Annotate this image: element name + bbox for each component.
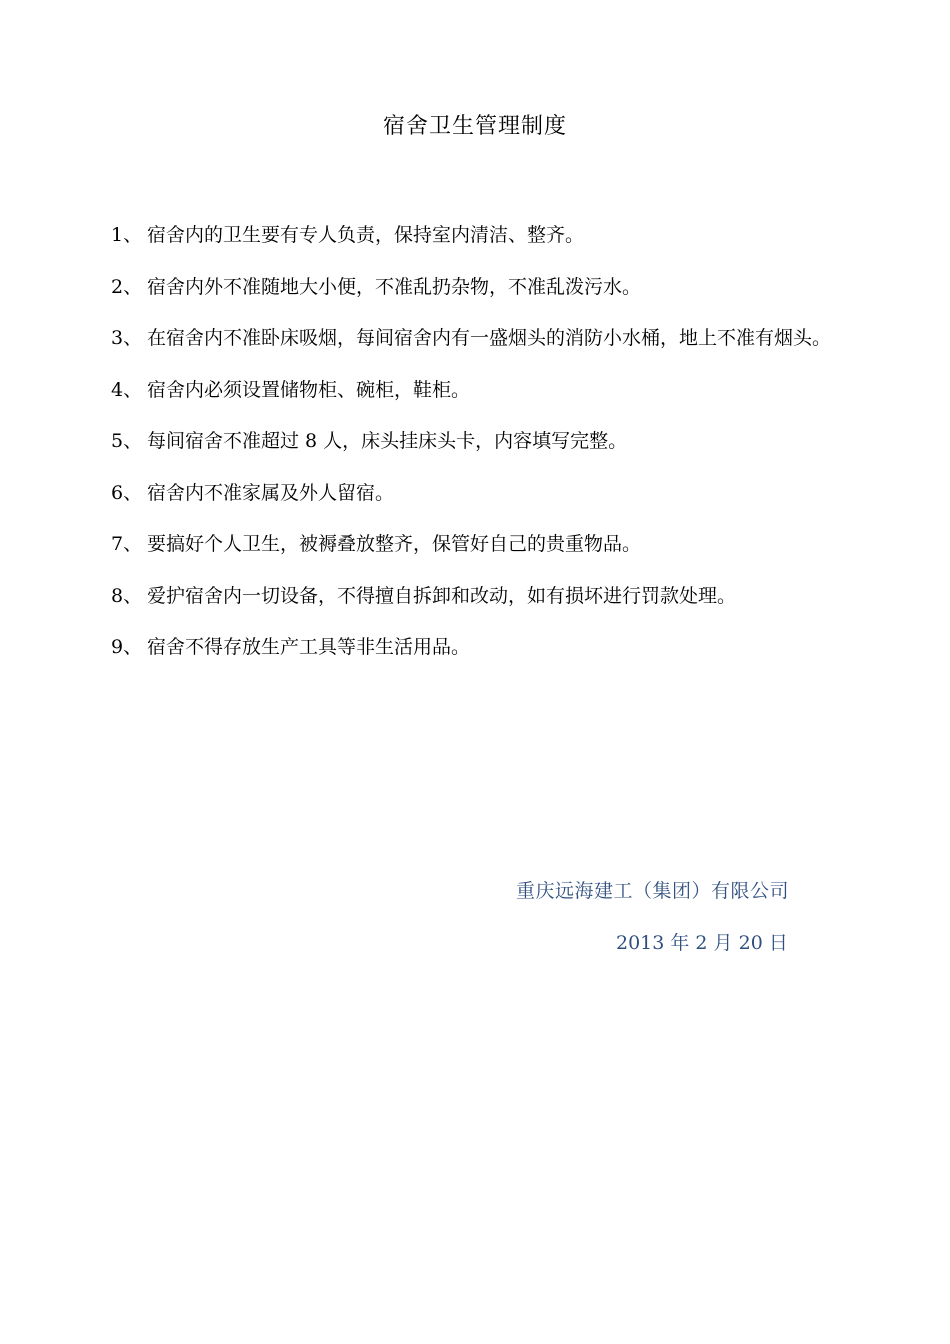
rules-list bbox=[111, 210, 851, 674]
rule-text: 宿舍不得存放生产工具等非生活用品。 bbox=[147, 636, 471, 658]
rule-item bbox=[111, 622, 851, 674]
rule-item bbox=[111, 571, 851, 623]
rule-text: 爱护宿舍内一切设备，不得擅自拆卸和改动，如有损坏进行罚款处理。 bbox=[147, 584, 737, 607]
company-signature: 重庆远海建工（集团）有限公司 bbox=[516, 880, 790, 902]
rule-item bbox=[111, 416, 851, 468]
rule-number: 6、 bbox=[111, 481, 143, 504]
rule-text: 要搞好个人卫生，被褥叠放整齐，保管好自己的贵重物品。 bbox=[147, 533, 642, 555]
rule-number: 7、 bbox=[111, 533, 143, 555]
rule-number: 9、 bbox=[111, 636, 143, 658]
rule-text: 在宿舍内不准卧床吸烟，每间宿舍内有一盛烟头的消防小水桶，地上不准有烟头。 bbox=[147, 327, 832, 349]
rule-item bbox=[111, 210, 851, 262]
rule-text: 宿舍内外不准随地大小便，不准乱扔杂物，不准乱泼污水。 bbox=[147, 275, 642, 298]
rule-number: 3、 bbox=[111, 327, 143, 349]
page-title: 宿舍卫生管理制度 bbox=[382, 114, 567, 139]
rule-text: 宿舍内的卫生要有专人负责，保持室内清洁、整齐。 bbox=[147, 224, 585, 246]
rule-item bbox=[111, 313, 851, 365]
rule-text: 每间宿舍不准超过 8 人，床头挂床头卡，内容填写完整。 bbox=[147, 430, 628, 452]
issue-date: 2013 年 2 月 20 日 bbox=[616, 932, 788, 954]
rule-number: 5、 bbox=[111, 430, 143, 452]
rule-number: 2、 bbox=[111, 275, 143, 298]
rule-text: 宿舍内不准家属及外人留宿。 bbox=[147, 481, 395, 504]
rule-item bbox=[111, 468, 851, 520]
rule-text: 宿舍内必须设置储物柜、碗柜，鞋柜。 bbox=[147, 378, 471, 401]
rule-item bbox=[111, 365, 851, 417]
rule-number: 4、 bbox=[111, 378, 143, 401]
rule-number: 1、 bbox=[111, 224, 143, 246]
rule-item bbox=[111, 262, 851, 314]
rule-item bbox=[111, 519, 851, 571]
rule-number: 8、 bbox=[111, 584, 143, 607]
